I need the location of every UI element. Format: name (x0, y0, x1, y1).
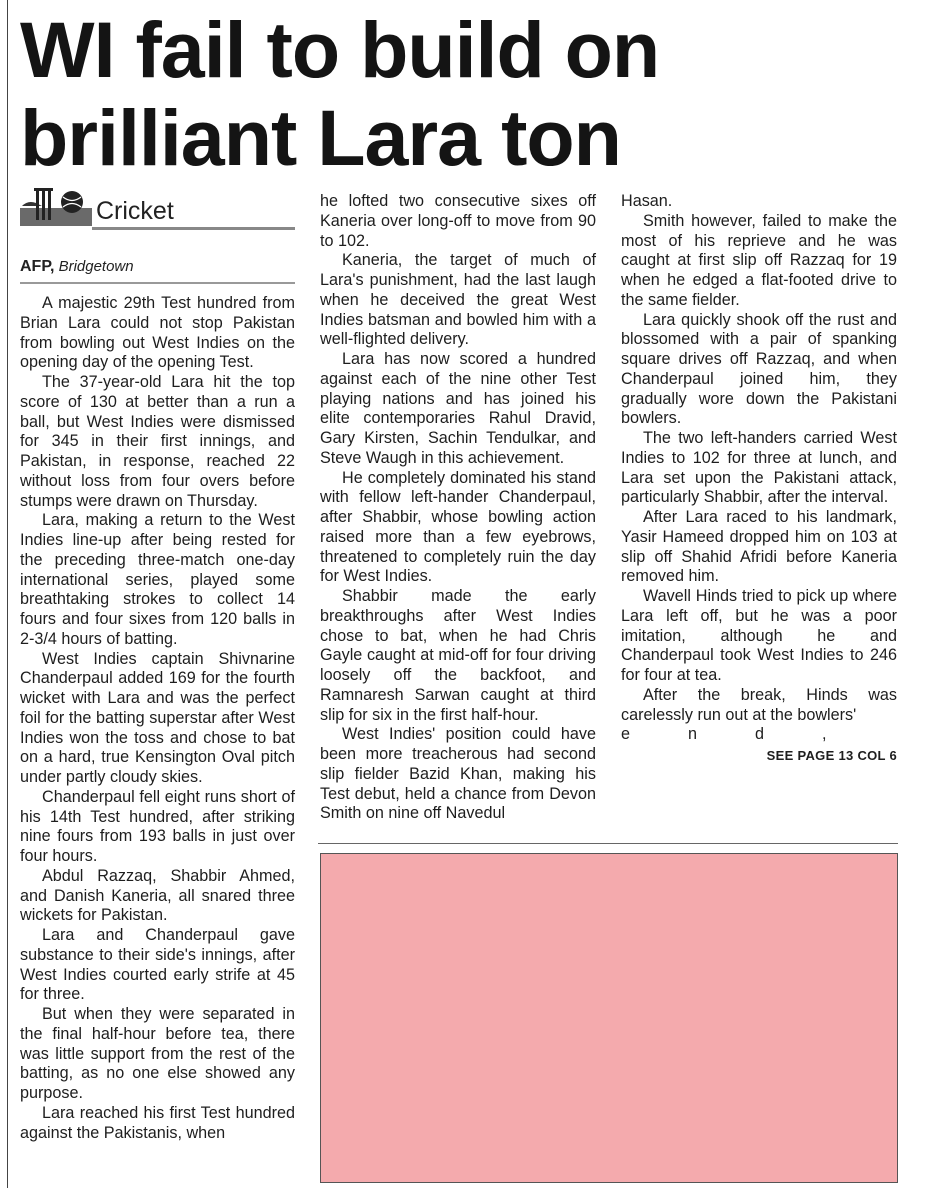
photo-top-rule (318, 843, 898, 844)
paragraph: Lara and Chanderpaul gave substance to their side's innings, after West Indies courted early strife at 45 for three. (20, 926, 295, 1004)
byline-agency: AFP, (20, 258, 55, 275)
byline-rule (20, 282, 295, 284)
headline: WI fail to build on brilliant Lara ton (20, 5, 660, 182)
paragraph: Smith however, failed to make the most of his reprieve and he was caught at first slip off Razzaq for 19 when he edged a flat-footed drive to the same fielder. (621, 211, 897, 309)
article-column-3 (621, 192, 897, 765)
paragraph: Wavell Hinds tried to pick up where Lara left off, but he was a poor imitation, although he and Chanderpaul took West Indies to 246 for four at tea. (621, 587, 897, 684)
paragraph: Lara reached his first Test hundred against the Pakistanis, when (20, 1103, 295, 1142)
paragraph: The 37-year-old Lara hit the top score of 130 at better than a run a ball, but West Indies were dismissed for 345 in their first innings, and Pakistan, in response, reached 22 without loss from four overs before stumps were drawn on Thursday. (20, 373, 295, 510)
photo-placeholder (320, 853, 898, 1183)
paragraph: Lara, making a return to the West Indies line-up after being rested for the preceding three-match one-day international series, played some breathtaking strokes to collect 14 fours and four sixes from 120 balls in 2-3/4 hours of batting. (20, 511, 295, 648)
paragraph: He completely dominated his stand with fellow left-hander Chanderpaul, after Shabbir, whose bowling action raised more than a few eyebrows, threatened to completely ruin the day for West Indies. (320, 468, 596, 586)
cricket-stumps-ball-icon (20, 186, 92, 226)
paragraph: Kaneria, the target of much of Lara's punishment, had the last laugh when he deceived the great West Indies batsman and bowled him with a well-flighted delivery. (320, 251, 596, 349)
paragraph: After Lara raced to his landmark, Yasir Hameed dropped him on 103 at slip off Shahid Afridi before Kaneria removed him. (621, 508, 897, 586)
paragraph: A majestic 29th Test hundred from Brian Lara could not stop Pakistan from bowling out West Indies on the opening day of the opening Test. (20, 294, 295, 372)
paragraph: Lara quickly shook off the rust and blossomed with a pair of spanking square drives off Razzaq, and when Chanderpaul joined him, they gradually wore down the Pakistani bowlers. (621, 310, 897, 428)
paragraph: West Indies captain Shivnarine Chanderpaul added 169 for the fourth wicket with Lara and was the perfect foil for the batting superstar after West Indies won the toss and chose to bat on a hard, true Kensington Oval pitch under partly cloudy skies. (20, 649, 295, 786)
section-tag (20, 184, 295, 232)
paragraph: Chanderpaul fell eight runs short of his 14th Test hundred, after striking nine fours from 193 balls in just over four hours. (20, 787, 295, 865)
paragraph: he lofted two consecutive sixes off Kaneria over long-off to move from 90 to 102. (320, 192, 596, 250)
paragraph: end, (621, 725, 885, 744)
paragraph: Abdul Razzaq, Shabbir Ahmed, and Danish Kaneria, all snared three wickets for Pakistan. (20, 866, 295, 925)
continued-reference: SEE PAGE 13 COL 6 (766, 748, 897, 763)
article-column-1 (20, 294, 295, 1143)
page-left-rule (7, 0, 8, 1188)
paragraph: Shabbir made the early breakthroughs after West Indies chose to bat, when he had Chris Gayle caught at mid-off for four driving loosely off the backfoot, and Ramnaresh Sarwan caught at third slip for six in the first half-hour. (320, 587, 596, 724)
byline-place: Bridgetown (58, 258, 134, 275)
paragraph: Lara has now scored a hundred against each of the nine other Test playing nations and has joined his elite contemporaries Rahul Dravid, Gary Kirsten, Sachin Tendulkar, and Steve Waugh in this achievement. (320, 350, 596, 467)
paragraph: Hasan. (621, 192, 673, 210)
paragraph: But when they were separated in the final half-hour before tea, there was little support from the rest of the batting, as no one else showed any purpose. (20, 1005, 295, 1102)
paragraph: After the break, Hinds was carelessly run out at the bowlers' (621, 685, 897, 724)
paragraph: West Indies' position could have been more treacherous had second slip fielder Bazid Khan, making his Test debut, held a chance from Devon Smith on nine off Navedul (320, 725, 596, 823)
section-rule (92, 227, 295, 230)
byline (20, 257, 134, 277)
paragraph: The two left-handers carried West Indies to 102 for three at lunch, and Lara set upon the Pakistani attack, particularly Shabbir, after the interval. (621, 429, 897, 507)
article-column-2 (320, 192, 596, 824)
section-label: Cricket (96, 197, 174, 225)
